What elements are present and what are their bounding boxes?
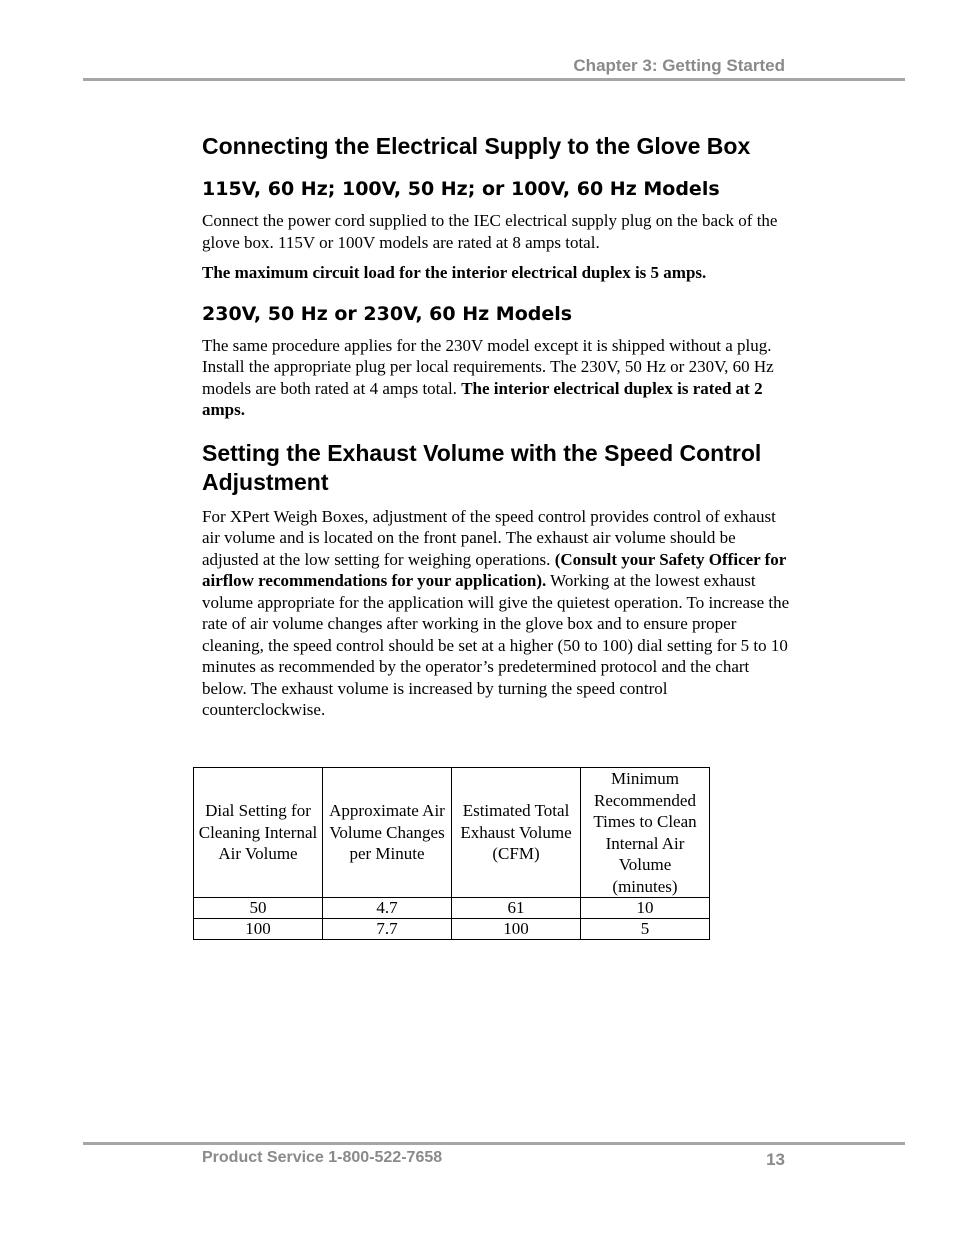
table-cell: 5 <box>581 919 710 940</box>
table-row <box>194 898 710 919</box>
page-content <box>202 128 792 721</box>
high-voltage-paragraph <box>202 335 792 421</box>
table-row <box>194 919 710 940</box>
footer-rule <box>83 1142 905 1145</box>
table-cell: 50 <box>194 898 323 919</box>
low-voltage-paragraph: Connect the power cord supplied to the IEC electrical supply plug on the back of the glove box. 115V or 100V models are rated at 8 amps total. <box>202 211 778 252</box>
table-cell: 4.7 <box>323 898 452 919</box>
table-cell: 10 <box>581 898 710 919</box>
header-dial-setting: Dial Setting for Cleaning Internal Air Volume <box>194 768 323 898</box>
header-exhaust-volume: Estimated Total Exhaust Volume (CFM) <box>452 768 581 898</box>
safety-officer-note: (Consult your Safety Officer for airflow recommendations for your application). <box>202 549 787 590</box>
page-number: 13 <box>766 1150 785 1169</box>
section-title-electrical: Connecting the Electrical Supply to the Glove Box <box>202 133 751 159</box>
exhaust-text-1: For XPert Weigh Boxes, adjustment of the speed control provides control of exhaust air volume and is located on the front panel. The exhaust air volume should be adjusted at the low setting for weighing operations. <box>202 506 776 569</box>
header-air-volume-changes: Approximate Air Volume Changes per Minute <box>323 768 452 898</box>
table-cell: 100 <box>194 919 323 940</box>
table-header-row <box>194 768 710 898</box>
duplex-rating-note: The interior electrical duplex is rated at 2 amps. <box>202 378 763 419</box>
subsection-title-high-voltage: 230V, 50 Hz or 230V, 60 Hz Models <box>202 302 573 325</box>
table-cell: 61 <box>452 898 581 919</box>
exhaust-text-2: Working at the lowest exhaust volume appropriate for the application will give the quietest operation. To increase the rate of air volume changes after working in the glove box and to ensure proper cleaning, the speed control should be set at a higher (50 to 100) dial setting for 5 to 10 minutes as recommended by the operator’s predetermined protocol and the chart below. The exhaust volume is increased by turning the speed control counterclockwise. <box>202 571 790 719</box>
subsection-title-low-voltage: 115V, 60 Hz; 100V, 50 Hz; or 100V, 60 Hz Models <box>202 178 720 200</box>
section-title-exhaust: Setting the Exhaust Volume with the Speed Control Adjustment <box>202 439 762 495</box>
dial-setting-table <box>193 767 710 940</box>
table-cell: 100 <box>452 919 581 940</box>
table-cell: 7.7 <box>323 919 452 940</box>
high-voltage-text: The same procedure applies for the 230V model except it is shipped without a plug. Install the appropriate plug per local requirements. The 230V, 50 Hz or 230V, 60 Hz models are both rated at 4 amps total. <box>202 335 774 398</box>
header-rule <box>83 78 905 81</box>
running-header: Chapter 3: Getting Started <box>573 56 785 75</box>
header-min-clean-time: Minimum Recommended Times to Clean Internal Air Volume (minutes) <box>581 768 710 898</box>
exhaust-paragraph <box>202 506 792 721</box>
product-service-footer: Product Service 1-800-522-7658 <box>202 1149 443 1166</box>
circuit-load-note: The maximum circuit load for the interior electrical duplex is 5 amps. <box>202 263 707 282</box>
